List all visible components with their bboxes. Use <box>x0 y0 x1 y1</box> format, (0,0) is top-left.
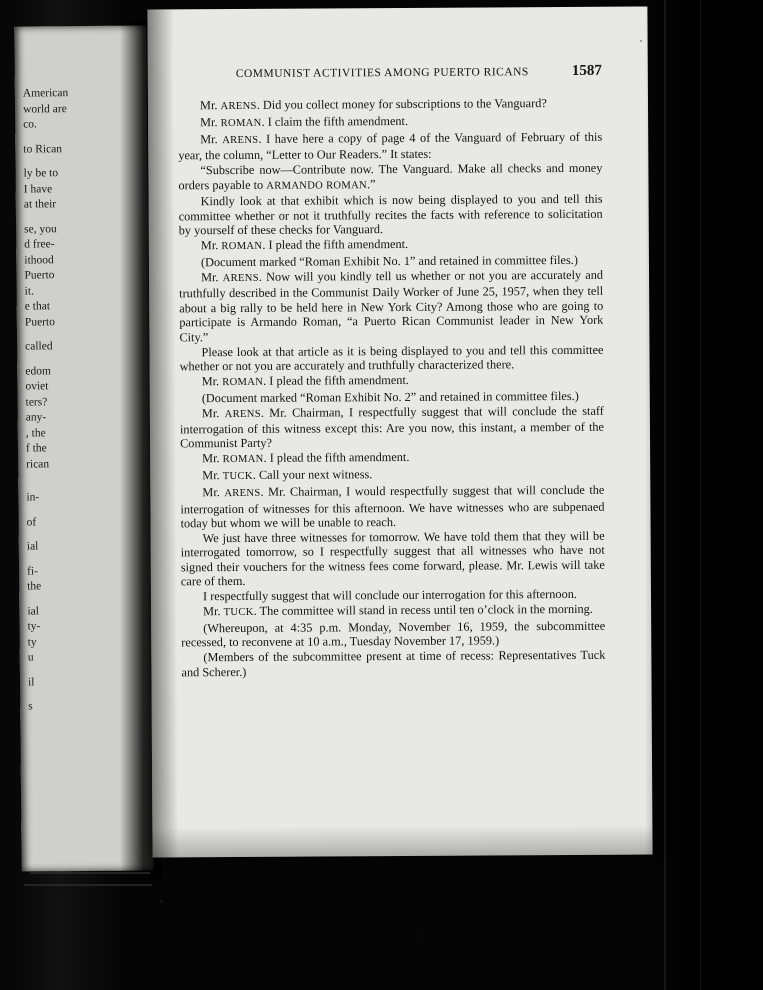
left-page-line: u <box>27 651 34 664</box>
dust-speck <box>640 40 642 42</box>
left-page-line: fi- <box>27 564 38 578</box>
left-page-line: it. <box>24 284 34 298</box>
scan-edge-line <box>664 0 666 990</box>
left-page-line: to Rican <box>23 142 63 156</box>
left-page-line: ly be to <box>23 167 59 180</box>
left-page-line: se, you <box>24 222 57 236</box>
transcript-paragraph: Mr. ARENS. Did you collect money for subscriptions to the Vanguard? <box>199 96 547 113</box>
page-number: 1587 <box>571 62 602 79</box>
left-page-line: any- <box>25 411 47 424</box>
left-page-line: ty- <box>27 620 41 633</box>
right-dark-margin <box>645 0 763 990</box>
page-bottom-shadow <box>152 824 652 857</box>
left-page-line: in- <box>26 491 40 504</box>
left-page-line: at their <box>23 198 57 211</box>
transcript-paragraph: Mr. TUCK. Call your next witness. <box>202 467 373 483</box>
left-page-line: oviet <box>25 380 49 393</box>
left-page-line: ty <box>27 635 37 648</box>
running-head-title: COMMUNIST ACTIVITIES AMONG PUERTO RICANS <box>235 66 529 80</box>
transcript-paragraph: Please look at that article as it is being displayed to you and tell this committee whether or not you are accurately and truthfully characterized there. <box>179 342 604 374</box>
transcript-paragraph: Mr. ROMAN. I plead the fifth amendment. <box>202 450 410 466</box>
left-page-line: Puerto <box>24 269 55 282</box>
left-page-line: of <box>26 515 37 529</box>
dust-speck <box>420 935 422 937</box>
left-page-line: s <box>28 700 33 713</box>
page-edge-line <box>24 884 152 886</box>
transcript-paragraph: Mr. ROMAN. I plead the fifth amendment. <box>201 372 409 389</box>
left-page-line: world are <box>22 102 67 116</box>
left-page-line: ial <box>27 604 39 617</box>
transcript-paragraph: Mr. ARENS. I have here a copy of page 4 of the Vanguard of February of this year, the column, “Letter to Our Readers.” It states: <box>178 129 603 163</box>
running-head <box>178 63 602 83</box>
transcript-paragraph: (Members of the subcommittee present at time of recess: Representatives Tuck and Scherer.) <box>181 647 606 679</box>
left-page-line: called <box>25 340 53 353</box>
transcript-paragraph: (Document marked “Roman Exhibit No. 2” and retained in committee files.) <box>201 388 579 405</box>
page-edge-line <box>30 872 150 874</box>
left-page-fragment <box>14 25 153 871</box>
transcript-paragraph: “Subscribe now—Contribute now. The Vanguard. Make all checks and money orders payable to ARMANDO ROMAN.” <box>178 160 603 192</box>
transcript-paragraph: (Whereupon, at 4:35 p.m. Monday, November 16, 1959, the subcommittee recessed, to reconvene at 10 a.m., Tuesday November 17, 1959.) <box>181 618 606 650</box>
page-left-shadow <box>147 9 178 857</box>
scan-edge-line <box>700 0 701 990</box>
main-page <box>147 6 652 857</box>
page-content <box>178 63 606 680</box>
left-page-line: the <box>27 580 42 593</box>
transcript-paragraph: (Document marked “Roman Exhibit No. 1” and retained in committee files.) <box>200 252 578 270</box>
left-page-line: il <box>27 675 35 688</box>
transcript-paragraph: Mr. ROMAN. I claim the fifth amendment. <box>200 113 409 130</box>
left-page-line: rican <box>26 457 50 471</box>
left-page-line: American <box>22 87 69 100</box>
transcript-paragraph: Mr. ARENS. Mr. Chairman, I respectfully suggest that will conclude the staff interrogation of this witness except this: Are you now, this instant, a member of the Communist Party? <box>179 403 605 451</box>
left-page-text <box>23 85 148 715</box>
left-page-line: ial <box>26 540 39 553</box>
transcript-paragraph: Mr. ARENS. Now will you kindly tell us whether or not you are accurately and truthfully described in the Communist Daily Worker of June 25, 1957, when they tell about a big rally to be held here in New York City? Among those who are going to participate is Armando Roman, “a Puerto Rican Communist leader in New York City.” <box>179 267 604 344</box>
transcript-paragraph: Mr. ARENS. Mr. Chairman, I would respectfully suggest that will conclude the interrogation of witnesses for this afternoon. We have witnesses who are subpenaed today but whom we will be unable to reach. <box>180 482 605 531</box>
dust-speck <box>160 900 163 903</box>
left-page-line: e that <box>24 300 51 313</box>
transcript-paragraph: Mr. TUCK. The committee will stand in recess until ten o’clock in the morning. <box>203 601 593 619</box>
left-page-line: ithood <box>24 253 54 267</box>
left-page-line: d free- <box>24 238 55 251</box>
left-page-line: , the <box>25 426 46 440</box>
transcript-body <box>178 96 606 680</box>
left-page-line: edom <box>25 364 51 378</box>
transcript-paragraph: I respectfully suggest that will conclude our interrogation for this afternoon. <box>202 586 577 604</box>
left-page-line: Puerto <box>24 315 55 329</box>
left-page-line: co. <box>23 118 37 131</box>
transcript-paragraph: Kindly look at that exhibit which is now being displayed to you and tell this committee whether or not it truthfully recites the facts with reference to solicitation by yourself of these checks for Vanguard. <box>178 192 603 238</box>
left-page-line: f the <box>25 442 47 455</box>
transcript-paragraph: We just have three witnesses for tomorrow. We have told them that they will be interrogated tomorrow, so I respectfully suggest that all witnesses who have not signed their vouchers for the witness fees come forward, please. Mr. Lewis will take care of them. <box>180 528 605 589</box>
transcript-paragraph: Mr. ROMAN. I plead the fifth amendment. <box>200 237 409 253</box>
left-page-line: ters? <box>25 395 48 409</box>
left-page-line: I have <box>23 182 53 196</box>
